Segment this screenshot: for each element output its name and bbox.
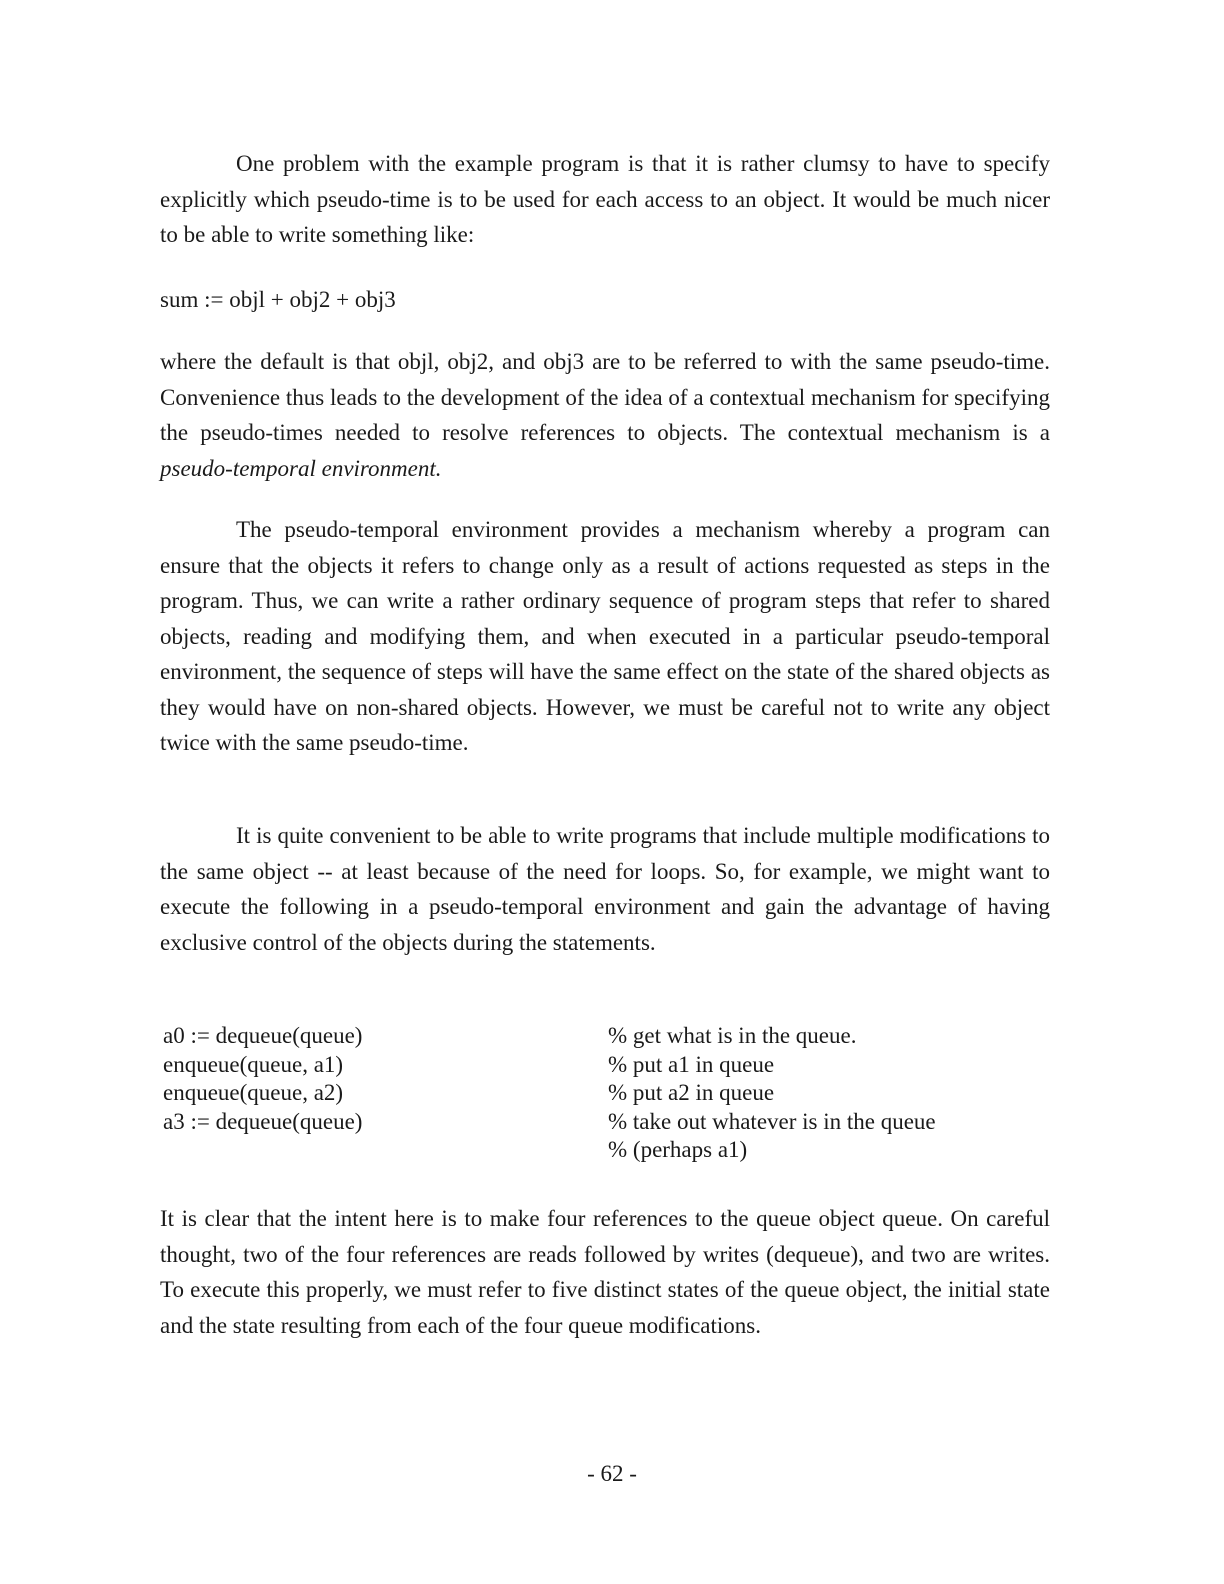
- page-number: - 62 -: [587, 1461, 637, 1486]
- code-statement: a3 := dequeue(queue): [163, 1108, 363, 1134]
- code-block: [163, 1022, 1053, 1165]
- code-comment: % (perhaps a1): [608, 1137, 748, 1162]
- code-comment: % get what is in the queue.: [608, 1023, 857, 1048]
- code-statement: [163, 1136, 608, 1165]
- code-line: [163, 1136, 1053, 1165]
- code-line: [163, 1022, 1053, 1051]
- paragraph-2-text: where the default is that objl, obj2, and obj3 are to be referred to with the same pseudo-time. Convenience thus leads to the development of the idea of a contextual mechanism for specifying the pseudo-times needed to resolve references to objects. The contextual mechanism is a: [160, 349, 1050, 445]
- code-line: [163, 1108, 1053, 1137]
- code-comment: % put a2 in queue: [608, 1080, 775, 1105]
- code-statement: enqueue(queue, a1): [163, 1051, 344, 1077]
- code-comment: % take out whatever is in the queue: [608, 1108, 936, 1134]
- code-line: [163, 1051, 1053, 1080]
- paragraph-4: It is quite convenient to be able to write programs that include multiple modifications to the same object -- at least because of the need for loops. So, for example, we might want to execute the following in a pseudo-temporal environment and gain the advantage of having exclusive control of the objects during the statements.: [160, 823, 1050, 955]
- paragraph-3: The pseudo-temporal environment provides a mechanism whereby a program can ensure that the objects it refers to change only as a result of actions requested as steps in the program. Thus, we can write a rather ordinary sequence of program steps that refer to shared objects, reading and modifying them, and when executed in a particular pseudo-temporal environment, the sequence of steps will have the same effect on the state of the shared objects as they would have on non-shared objects. However, we must be careful not to write any object twice with the same pseudo-time.: [160, 517, 1050, 755]
- paragraph-1: One problem with the example program is that it is rather clumsy to have to specify explicitly which pseudo-time is to be used for each access to an object. It would be much nicer to be able to write something like:: [160, 151, 1050, 247]
- code-line: [163, 1079, 1053, 1108]
- term-pseudo-temporal-environment: pseudo-temporal environment.: [160, 455, 442, 481]
- code-comment: % put a1 in queue: [608, 1051, 775, 1077]
- paragraph-2: [160, 344, 1050, 486]
- paragraph-5: It is clear that the intent here is to make four references to the queue object queue. On careful thought, two of the four references are reads followed by writes (dequeue), and two are writes. To execute this properly, we must refer to five distinct states of the queue object, the initial state and the state resulting from each of the four queue modifications.: [160, 1206, 1050, 1338]
- code-statement: a0 := dequeue(queue): [163, 1023, 363, 1048]
- code-statement: enqueue(queue, a2): [163, 1080, 344, 1105]
- equation: sum := objl + obj2 + obj3: [160, 287, 396, 312]
